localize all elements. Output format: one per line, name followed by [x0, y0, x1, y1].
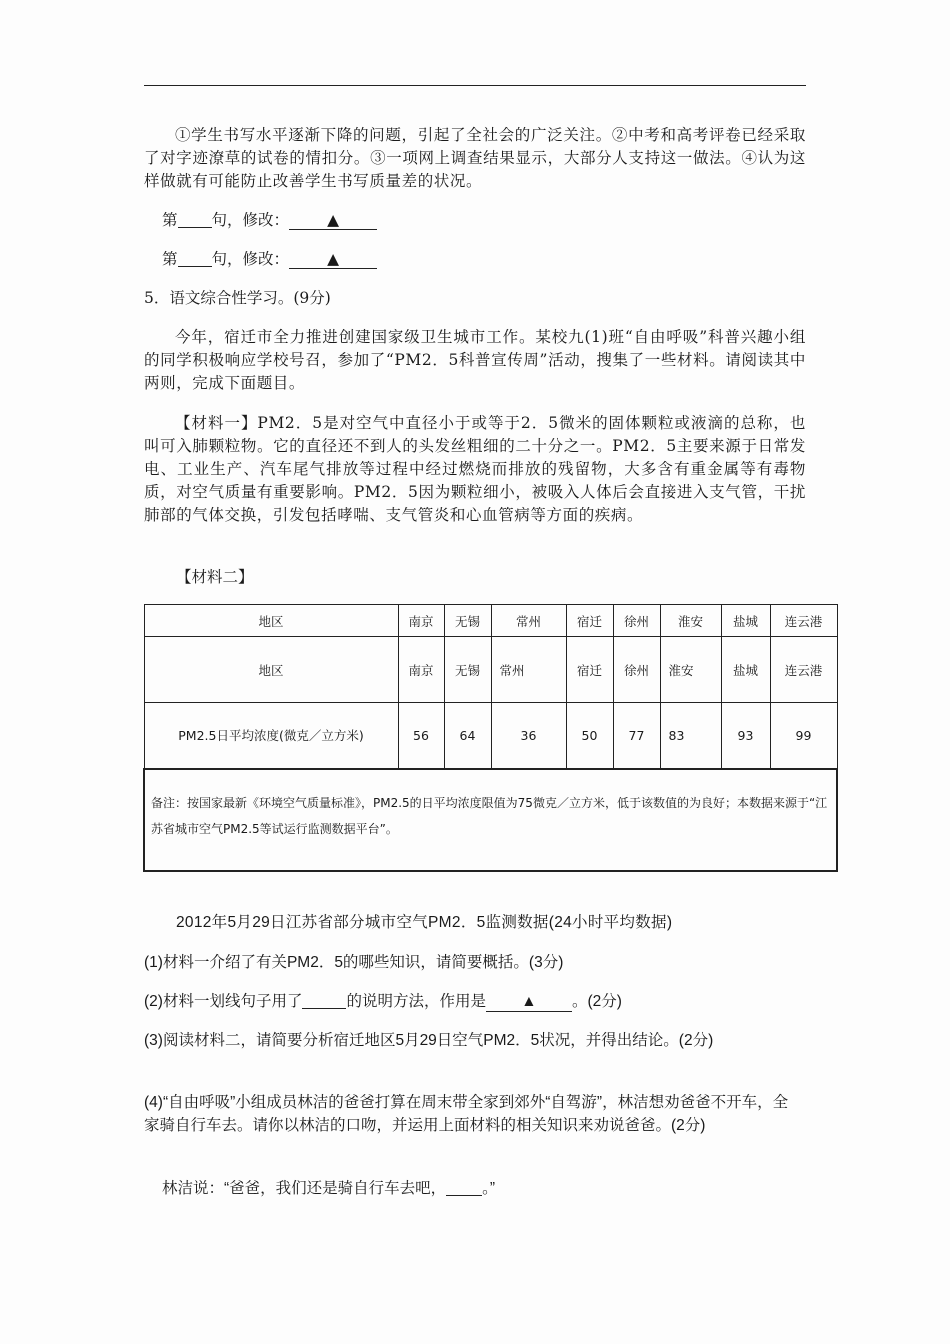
answer-blank[interactable]: ▲ — [289, 211, 377, 230]
intro-paragraph: 今年，宿迁市全力推进创建国家级卫生城市工作。某校九(1)班“自由呼吸”科普兴趣小组的同学积极响应学校号召，参加了“PM2．5科普宣传周”活动，搜集了一些材料。请阅读其中两则，完成下面题目。 — [144, 328, 806, 392]
table-cell: 地区 — [144, 637, 398, 703]
table-note-row — [144, 769, 837, 872]
material-one: 【材料一】PM2．5是对空气中直径小于或等于2．5微米的固体颗粒或液滴的总称，也叫可入肺颗粒物。它的直径还不到人的头发丝粗细的二十分之一。PM2．5主要来源于日常发电、工业生产、汽车尾气排放等过程中经过燃烧而排放的残留物，大多含有重金属等有毒物质，对空气质量有重要影响。PM2．5因为颗粒细小，被吸入人体后会直接进入支气管，干扰肺部的气体交换，引发包括哮喘、支气管炎和心血管病等方面的疾病。 — [144, 414, 806, 524]
header-rule — [144, 85, 806, 86]
question-3: (3)阅读材料二，请简要分析宿迁地区5月29日空气PM2．5状况，并得出结论。(2分) — [144, 1032, 714, 1049]
table-cell: 常州 — [491, 605, 566, 637]
question-4: (4)“自由呼吸”小组成员林洁的爸爸打算在周末带全家到郊外“自驾游”，林洁想劝爸爸不开车，全家骑自行车去。请你以林洁的口吻，并运用上面材料的相关知识来劝说爸爸。(2分) — [144, 1094, 789, 1134]
table-cell: 淮安 — [660, 637, 721, 703]
pm25-table — [143, 604, 838, 872]
table-cell: 93 — [721, 703, 770, 769]
table-cell: 淮安 — [660, 605, 721, 637]
table-cell: 盐城 — [721, 637, 770, 703]
table-cell: 连云港 — [770, 605, 837, 637]
table-cell: PM2.5日平均浓度(微克／立方米) — [144, 703, 398, 769]
table-cell: 连云港 — [770, 637, 837, 703]
table-cell: 36 — [491, 703, 566, 769]
table-cell: 盐城 — [721, 605, 770, 637]
table-cell: 50 — [566, 703, 613, 769]
table-cell: 南京 — [398, 637, 444, 703]
table-cell: 77 — [613, 703, 660, 769]
table-row — [144, 703, 837, 769]
table-cell: 83 — [660, 703, 721, 769]
table-cell: 徐州 — [613, 637, 660, 703]
persuasion-blank[interactable] — [446, 1179, 482, 1196]
question-5-title: 5．语文综合性学习。(9分) — [144, 289, 331, 307]
table-note: 备注：按国家最新《环境空气质量标准》，PM2.5的日平均浓度限值为75微克／立方米，低于该数值的为良好；本数据来源于“江苏省城市空气PM2.5等试运行监测数据平台”。 — [144, 769, 837, 872]
function-blank[interactable]: ▲ — [486, 993, 572, 1012]
table-cell: 常州 — [491, 637, 566, 703]
material-two-label: 【材料二】 — [176, 568, 254, 586]
table-cell: 99 — [770, 703, 837, 769]
question-1: (1)材料一介绍了有关PM2．5的哪些知识，请简要概括。(3分) — [144, 954, 564, 971]
table-cell: 无锡 — [444, 637, 491, 703]
table-row — [144, 637, 837, 703]
fix-line-2: 第 句，修改： ▲ — [162, 248, 377, 271]
question-2: (2)材料一划线句子用了 的说明方法，作用是 ▲ 。(2分) — [144, 993, 622, 1010]
table-cell: 南京 — [398, 605, 444, 637]
sentence-paragraph: ①学生书写水平逐渐下降的问题，引起了全社会的广泛关注。②中考和高考评卷已经采取了对字迹潦草的试卷的情扣分。③一项网上调查结果显示，大部分人支持这一做法。④认为这样做就有可能防止改善学生书写质量差的状况。 — [144, 126, 806, 190]
table-cell: 64 — [444, 703, 491, 769]
table-cell: 56 — [398, 703, 444, 769]
method-blank[interactable] — [302, 992, 346, 1009]
fix-line-1: 第 句，修改： ▲ — [162, 209, 377, 232]
lin-jie-says: 林洁说：“爸爸，我们还是骑自行车去吧， 。” — [162, 1180, 496, 1197]
answer-blank[interactable]: ▲ — [289, 250, 377, 269]
table-header-row — [144, 605, 837, 637]
table-cell: 宿迁 — [566, 605, 613, 637]
table-cell: 无锡 — [444, 605, 491, 637]
table-cell: 宿迁 — [566, 637, 613, 703]
table-caption: 2012年5月29日江苏省部分城市空气PM2．5监测数据(24小时平均数据) — [176, 914, 673, 931]
sentence-number-blank[interactable] — [178, 211, 212, 228]
table-cell: 地区 — [144, 605, 398, 637]
table-cell: 徐州 — [613, 605, 660, 637]
sentence-number-blank[interactable] — [178, 250, 212, 267]
